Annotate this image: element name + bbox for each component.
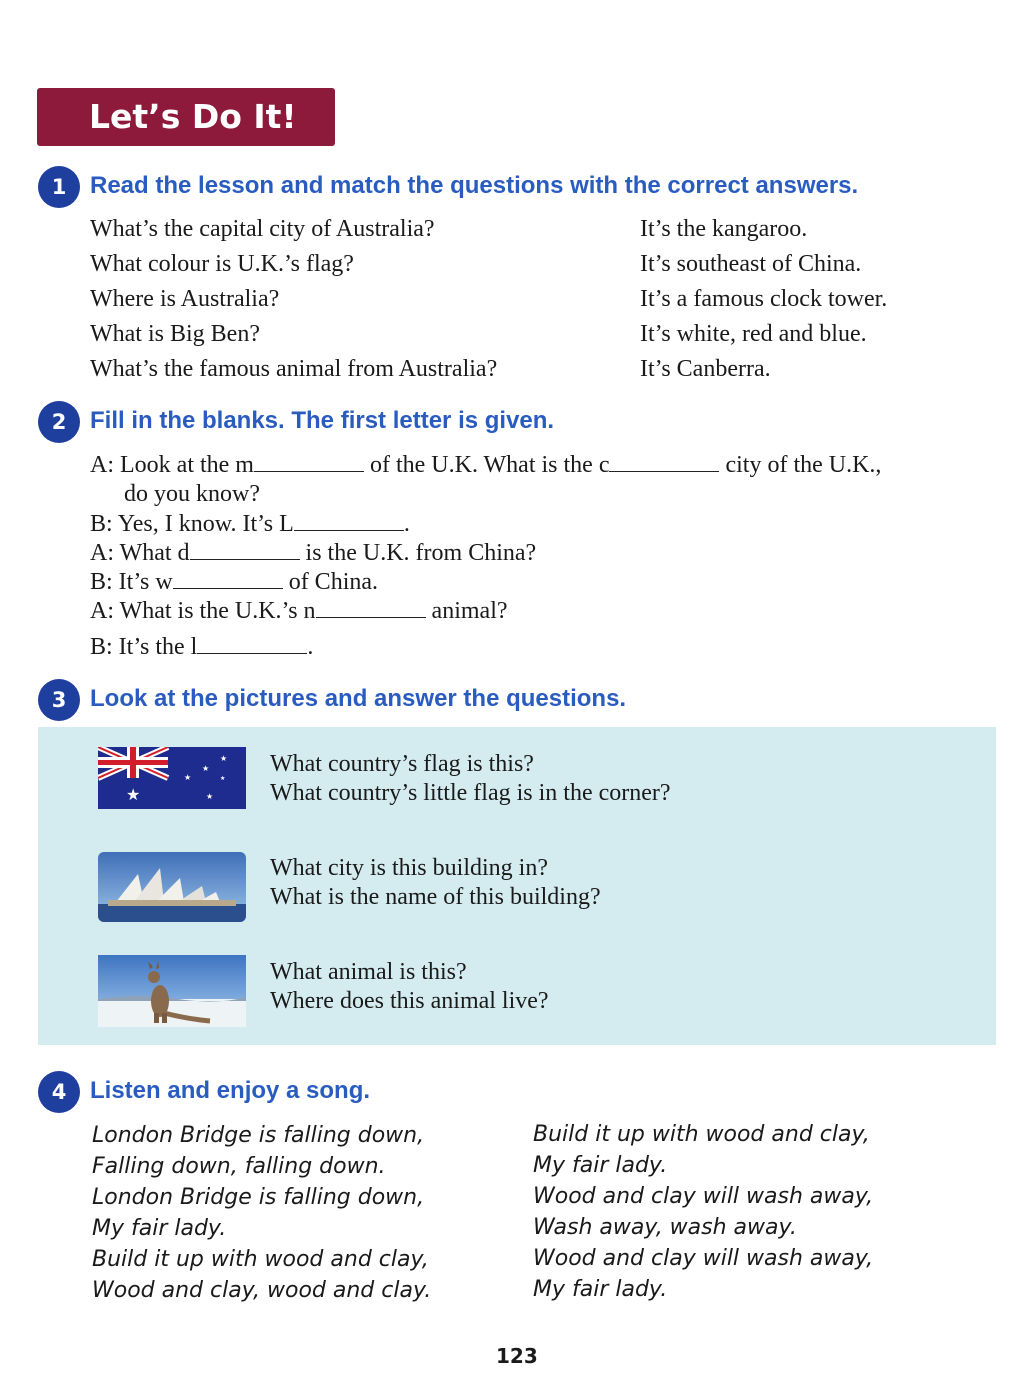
answer-blank[interactable]: [190, 539, 300, 560]
section-instruction: Fill in the blanks. The first letter is given.: [90, 407, 555, 434]
picture-question: What is the name of this building?: [270, 884, 601, 910]
section-instruction: Listen and enjoy a song.: [90, 1077, 371, 1104]
dialogue-line: [90, 510, 410, 538]
song-line: My fair lady.: [92, 1216, 227, 1241]
answer-blank[interactable]: [294, 510, 404, 531]
australia-flag-picture: [98, 747, 246, 817]
question-text: Where is Australia?: [90, 286, 280, 312]
song-line: Wash away, wash away.: [533, 1215, 797, 1240]
section-number: 3: [38, 679, 80, 721]
section-number: 2: [38, 401, 80, 443]
dialogue-line: [90, 568, 378, 596]
dialogue-text: .: [403, 511, 410, 537]
answer-blank[interactable]: [254, 451, 364, 472]
answer-text: It’s white, red and blue.: [640, 321, 867, 347]
section-banner: Let’s Do It!: [37, 88, 335, 146]
dialogue-text: of the U.K. What is the c: [369, 452, 610, 478]
dialogue-text: B: It’s the l: [90, 634, 198, 660]
section-instruction: Look at the pictures and answer the questions.: [90, 685, 627, 712]
question-text: What’s the capital city of Australia?: [90, 216, 435, 242]
kangaroo-picture: [98, 955, 246, 1027]
song-line: Build it up with wood and clay,: [533, 1122, 870, 1147]
picture-question: What country’s little flag is in the corner?: [270, 780, 671, 806]
dialogue-line: [90, 539, 536, 567]
picture-question: What country’s flag is this?: [270, 751, 534, 777]
dialogue-text: city of the U.K.,: [725, 452, 882, 478]
dialogue-text: B: It’s w: [90, 569, 173, 595]
dialogue-line: [90, 633, 313, 661]
svg-text:★: ★: [220, 754, 228, 763]
song-line: London Bridge is falling down,: [92, 1185, 425, 1210]
answer-text: It’s Canberra.: [640, 356, 771, 382]
dialogue-text: animal?: [431, 598, 508, 624]
song-line: Wood and clay will wash away,: [533, 1246, 874, 1271]
picture-question: What animal is this?: [270, 959, 467, 985]
picture-question: Where does this animal live?: [270, 988, 549, 1014]
dialogue-text: A: Look at the m: [90, 452, 254, 478]
dialogue-text: B: Yes, I know. It’s L: [90, 511, 294, 537]
song-line: Falling down, falling down.: [92, 1154, 386, 1179]
section-number: 1: [38, 166, 80, 208]
answer-text: It’s southeast of China.: [640, 251, 862, 277]
section-instruction: Read the lesson and match the questions with the correct answers.: [90, 172, 859, 199]
answer-blank[interactable]: [316, 597, 426, 618]
svg-text:★: ★: [184, 773, 192, 782]
section-number: 4: [38, 1071, 80, 1113]
dialogue-text: A: What d: [90, 540, 190, 566]
dialogue-line: [90, 597, 508, 625]
song-line: Wood and clay will wash away,: [533, 1184, 874, 1209]
question-text: What colour is U.K.’s flag?: [90, 251, 354, 277]
question-text: What is Big Ben?: [90, 321, 260, 347]
song-line: My fair lady.: [533, 1153, 668, 1178]
page-number: 123: [496, 1344, 538, 1368]
dialogue-line: do you know?: [124, 481, 260, 507]
svg-text:★: ★: [220, 775, 226, 782]
dialogue-line: [90, 451, 881, 479]
answer-blank[interactable]: [173, 568, 283, 589]
dialogue-text: A: What is the U.K.’s n: [90, 598, 316, 624]
answer-text: It’s the kangaroo.: [640, 216, 808, 242]
song-line: Build it up with wood and clay,: [92, 1247, 429, 1272]
answer-blank[interactable]: [197, 633, 307, 654]
song-line: Wood and clay, wood and clay.: [92, 1278, 432, 1303]
opera-house-picture: [98, 852, 246, 922]
question-text: What’s the famous animal from Australia?: [90, 356, 498, 382]
svg-text:★: ★: [126, 785, 141, 804]
answer-text: It’s a famous clock tower.: [640, 286, 888, 312]
svg-text:★: ★: [206, 792, 214, 801]
picture-question: What city is this building in?: [270, 855, 548, 881]
song-line: My fair lady.: [533, 1277, 668, 1302]
answer-blank[interactable]: [609, 451, 719, 472]
svg-text:★: ★: [202, 764, 210, 773]
dialogue-text: .: [307, 634, 314, 660]
dialogue-text: is the U.K. from China?: [305, 540, 537, 566]
picture-questions-panel: [38, 727, 996, 1045]
song-line: London Bridge is falling down,: [92, 1123, 425, 1148]
dialogue-text: of China.: [288, 569, 379, 595]
